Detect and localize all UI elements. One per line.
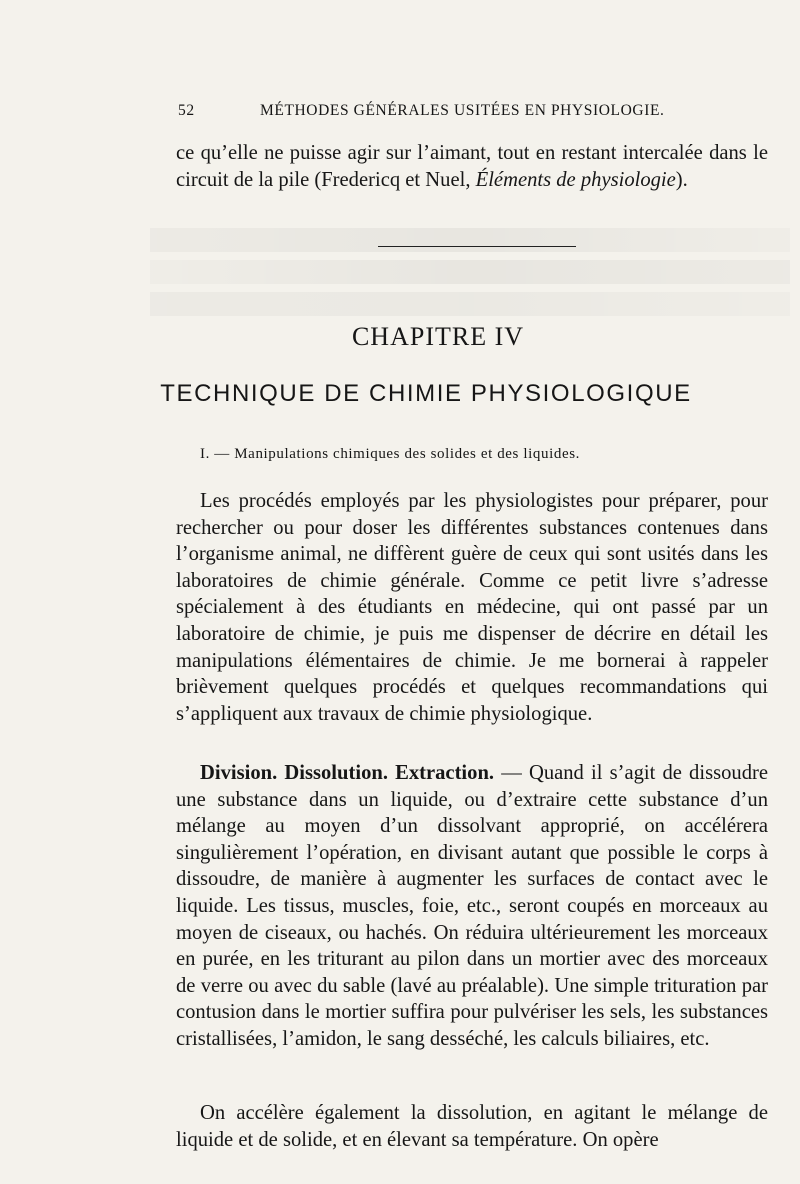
top-paragraph-end: ). bbox=[675, 168, 688, 191]
running-header bbox=[178, 100, 766, 126]
separator-rule bbox=[378, 246, 576, 247]
chapter-number: CHAPITRE IV bbox=[351, 322, 525, 351]
paragraph-2-text: — Quand il s’agit de dissoudre une substance dans un liquide, ou d’extraire cette substance d’un mélange au moyen d’un dissolvant approprié, on accélérera singulièrement l’opération, en divisant autant que possible le corps à dissoudre, de manière à augmenter les surfaces de contact avec le liquide. Les tissus, muscles, foie, etc., seront coupés en morceaux au moyen de ciseaux, ou hachés. On réduira ultérieurement les morceaux en purée, en les triturant au pilon dans un mortier avec des morceaux de verre ou avec du sable (lavé au préalable). Une simple trituration par contusion dans le mortier suffira pour pulvériser les sels, les substances cristallisées, l’amidon, le sang desséché, les calculs biliaires, etc. bbox=[176, 762, 768, 1050]
paragraph-2-run-in-heading: Division. Dissolution. Extraction. bbox=[200, 762, 495, 784]
paragraph-3: On accélère également la dissolution, en agitant le mélange de liquide et de solide, et en élevant sa température. On opère bbox=[176, 1102, 768, 1151]
show-through-mark bbox=[150, 260, 790, 284]
page-number: 52 bbox=[178, 102, 195, 119]
paragraph-1: Les procédés employés par les physiologistes pour préparer, pour rechercher ou pour doser les différentes substances contenues dans l’organisme animal, ne diffèrent guère de ceux qui sont usités dans les laboratoires de chimie générale. Comme ce petit livre s’adresse spécialement à des étudiants en médecine, qui ont passé par un laboratoire de chimie, je puis me dispenser de décrire en détail les manipulations élémentaires de chimie. Je me bornerai à rappeler brièvement quelques procédés et quelques recommandations qui s’appliquent aux travaux de chimie physiologique. bbox=[176, 490, 768, 725]
top-paragraph-italic-title: Éléments de physiologie bbox=[475, 168, 676, 191]
paragraph-2 bbox=[176, 760, 768, 1053]
show-through-mark bbox=[150, 228, 790, 252]
show-through-mark bbox=[150, 292, 790, 316]
section-heading-text: I. — Manipulations chimiques des solides et des liquides. bbox=[200, 446, 580, 462]
top-paragraph-text: ce qu’elle ne puisse agir sur l’aimant, tout en restant intercalée dans le circuit de la pile (Fredericq et Nuel, bbox=[176, 142, 768, 191]
section-heading bbox=[200, 446, 760, 463]
running-title: MÉTHODES GÉNÉRALES USITÉES EN PHYSIOLOGIE. bbox=[260, 102, 665, 119]
chapter-title: TECHNIQUE DE CHIMIE PHYSIOLOGIQUE bbox=[160, 380, 692, 407]
top-paragraph bbox=[176, 140, 768, 193]
